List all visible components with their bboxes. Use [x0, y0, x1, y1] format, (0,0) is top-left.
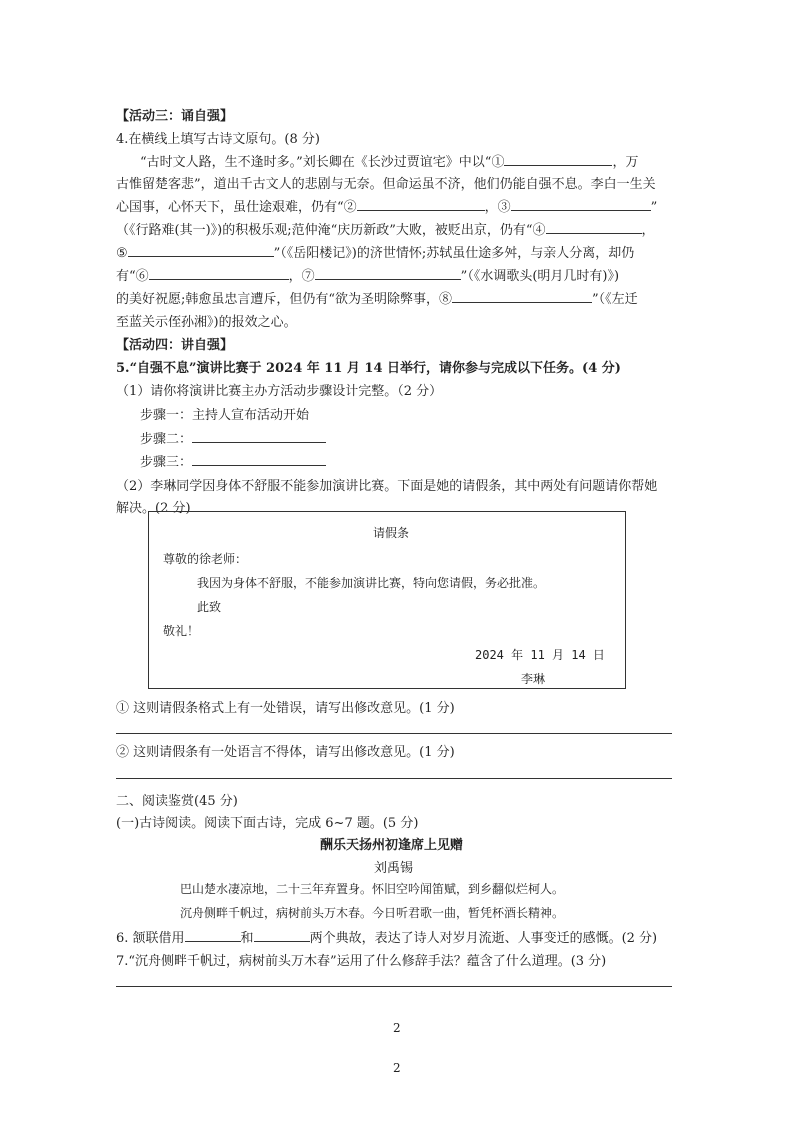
q4-line1: [140, 151, 638, 170]
poem-line1: 巴山楚水凄凉地，二十三年弃置身。怀旧空吟闻笛赋，到乡翻似烂柯人。: [180, 882, 565, 896]
step-three-label: 步骤三：: [140, 455, 193, 470]
blank-6[interactable]: [149, 265, 289, 280]
blank-1[interactable]: [504, 151, 612, 166]
q4-title: 4.在横线上填写古诗文原句。(8 分): [116, 132, 320, 147]
blank-4[interactable]: [546, 219, 642, 234]
leave-note-signature: 李琳: [521, 672, 546, 686]
q4-text: 的美好祝愿;韩愈虽忠言遭斥，但仍有“欲为圣明除弊事，⑧: [116, 292, 453, 307]
q4-line7: [116, 288, 638, 307]
step-two-blank[interactable]: [192, 428, 326, 443]
q4-line6: [116, 265, 619, 284]
q4-text: “古时文人路，生不逢时多。”刘长卿在《长沙过贾谊宅》中以“①: [140, 155, 505, 170]
leave-note-box: [148, 511, 626, 689]
leave-note-title: 请假条: [373, 526, 410, 540]
answer-line-2[interactable]: [116, 778, 672, 779]
q4-line2: 古惟留楚客悲”，道出千古文人的悲剧与无奈。但命运虽不济，他们仍能自强不息。李白一生关: [116, 177, 656, 192]
q4-text: （《行路难(其一)》)的积极乐观;范仲淹“庆历新政”大败，被贬出京，仍有“④: [116, 223, 546, 238]
q4-text: ”（《岳阳楼记》)的济世情怀;苏轼虽仕途多舛，与亲人分离，却仍: [273, 246, 635, 261]
step-two: [140, 428, 326, 447]
q6-text: 两个典故，表达了诗人对岁月流逝、人事变迁的感慨。(2 分): [309, 931, 658, 946]
q6-blank-2[interactable]: [254, 927, 310, 942]
leave-note-closing2: 敬礼！: [163, 624, 200, 638]
blank-5[interactable]: [128, 242, 274, 257]
q4-text: ”（《左迁: [592, 292, 638, 307]
leave-note-body: 我因为身体不舒服，不能参加演讲比赛，特向您请假，务必批准。: [197, 576, 546, 590]
q4-text: ，万: [612, 155, 639, 170]
q4-text: ，③: [484, 200, 511, 215]
q6-text: 和: [240, 931, 254, 946]
blank-8[interactable]: [452, 288, 592, 303]
q6: [116, 927, 657, 946]
q7: 7.“沉舟侧畔千帆过，病树前头万木春”运用了什么修辞手法？蕴含了什么道理。(3 分): [116, 954, 607, 969]
q4-text: ，⑦: [288, 269, 315, 284]
q4-line8: 至蓝关示侄孙湘》)的报效之心。: [116, 315, 297, 330]
q4-text: ，: [641, 223, 655, 238]
leave-note-closing1: 此致: [197, 600, 222, 614]
answer-line-3[interactable]: [116, 986, 672, 987]
blank-3[interactable]: [511, 196, 651, 211]
q5-sub1: ① 这则请假条格式上有一处错误，请写出修改意见。(1 分): [116, 701, 455, 716]
q5-part1: （1）请你将演讲比赛主办方活动步骤设计完整。（2 分）: [116, 384, 443, 399]
step-three-blank[interactable]: [192, 451, 326, 466]
step-one: 步骤一：主持人宣布活动开始: [140, 408, 310, 423]
q5-title: 5.“自强不息”演讲比赛于 2024 年 11 月 14 日举行，请你参与完成以下任务。(4 分): [116, 361, 621, 376]
q4-line5: [116, 242, 634, 261]
poem-title: 酬乐天扬州初逢席上见赠: [320, 838, 464, 853]
q4-text: ⑤: [116, 246, 128, 261]
answer-line-1[interactable]: [116, 733, 672, 734]
q4-text: ”: [650, 200, 658, 215]
blank-2[interactable]: [357, 196, 485, 211]
page-number: 2: [393, 1061, 401, 1075]
q4-text: 有“⑥: [116, 269, 149, 284]
step-two-label: 步骤二：: [140, 432, 193, 447]
q4-line3: [116, 196, 657, 215]
section2-heading: 二、阅读鉴赏(45 分): [116, 794, 238, 809]
q4-text: 心国事，心怀天下，虽仕途艰难，仍有“②: [116, 200, 357, 215]
leave-note-salutation: 尊敬的徐老师：: [163, 552, 248, 566]
q5-part2-line2: 解决。(2 分): [116, 501, 191, 516]
leave-note-date: 2024 年 11 月 14 日: [475, 648, 605, 662]
q4-text: ”（《水调歌头(明月几时有)》): [460, 269, 620, 284]
activity3-heading: 【活动三：诵自强】: [116, 109, 234, 124]
activity4-heading: 【活动四：讲自强】: [116, 338, 234, 353]
q5-sub2: ② 这则请假条有一处语言不得体，请写出修改意见。(1 分): [116, 745, 455, 760]
page-number: 2: [393, 1021, 401, 1035]
section2-intro: (一)古诗阅读。阅读下面古诗，完成 6~7 题。(5 分): [116, 816, 419, 831]
step-three: [140, 451, 326, 470]
q4-line4: [116, 219, 655, 238]
q5-part2-line1: （2）李琳同学因身体不舒服不能参加演讲比赛。下面是她的请假条，其中两处有问题请你帮她: [116, 479, 658, 494]
q6-blank-1[interactable]: [185, 927, 241, 942]
poem-author: 刘禹锡: [374, 861, 414, 876]
poem-line2: 沉舟侧畔千帆过，病树前头万木春。今日听君歌一曲，暂凭杯酒长精神。: [180, 906, 565, 920]
blank-7[interactable]: [315, 265, 461, 280]
q6-text: 6. 颔联借用: [116, 931, 185, 946]
